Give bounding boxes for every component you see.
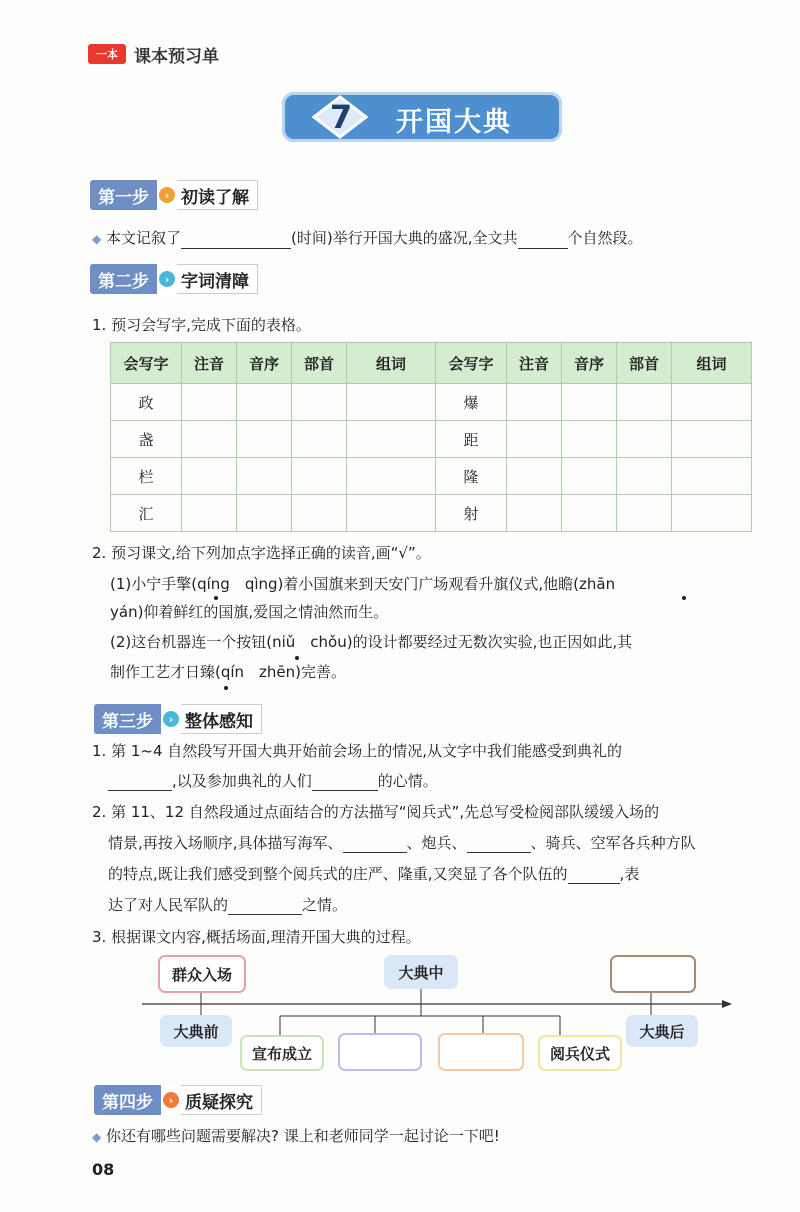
- emphasis-dot: [295, 656, 299, 660]
- chevron-right-icon: ›: [157, 264, 177, 294]
- step3-q3: 3. 根据课文内容,概括场面,理清开国大典的过程。: [92, 928, 421, 946]
- step3-q2-line1: 2. 第 11、12 自然段通过点面结合的方法描写“阅兵式”,先总写受检阅部队缓缓入场的: [92, 803, 660, 821]
- step1-label: 第一步: [90, 180, 157, 210]
- table-cell-empty[interactable]: [347, 421, 436, 458]
- step2-q2-1-line1: (1)小宁手擎(qíng qìng)着小国旗来到天安门广场观看升旗仪式,他瞻(zhān: [110, 575, 616, 593]
- table-cell-empty[interactable]: [347, 384, 436, 421]
- table-cell-empty[interactable]: [562, 495, 617, 532]
- troop-blank-1[interactable]: [343, 836, 407, 853]
- table-cell-char: 栏: [111, 458, 182, 495]
- table-cell-empty[interactable]: [182, 384, 237, 421]
- table-cell-empty[interactable]: [507, 421, 562, 458]
- emphasis-dot: [214, 596, 218, 600]
- text-span: 情景,再按入场顺序,具体描写海军、: [108, 834, 343, 852]
- sub-step-box-1: 宣布成立: [240, 1035, 324, 1071]
- table-header-cell: 音序: [562, 343, 617, 384]
- step3-q2-line4: [108, 895, 347, 915]
- text-span: 的特点,既让我们感受到整个阅兵式的庄严、隆重,又突显了各个队伍的: [108, 865, 568, 883]
- table-cell-empty[interactable]: [507, 458, 562, 495]
- feeling-blank[interactable]: [108, 774, 172, 791]
- table-cell-empty[interactable]: [672, 421, 752, 458]
- step3-q2-line3: [108, 864, 639, 884]
- table-cell-empty[interactable]: [347, 495, 436, 532]
- sub-step-answer-box-3[interactable]: [438, 1033, 524, 1071]
- table-header-cell: 音序: [237, 343, 292, 384]
- sub-step-answer-box-2[interactable]: [338, 1033, 422, 1071]
- table-cell-empty[interactable]: [507, 384, 562, 421]
- text-span: 、骑兵、空军各兵种方队: [530, 834, 696, 852]
- emotion-blank[interactable]: [228, 898, 302, 915]
- character-table: [110, 342, 752, 532]
- middle-top-box: 大典中: [384, 955, 458, 989]
- table-header-cell: 会写字: [111, 343, 182, 384]
- table-header-cell: 会写字: [436, 343, 507, 384]
- step3-q1-line2: [108, 771, 438, 791]
- step2-q2-1-line2: yán)仰着鲜红的国旗,爱国之情油然而生。: [110, 603, 389, 621]
- step2-q2-2-line2: 制作工艺才日臻(qín zhēn)完善。: [110, 663, 347, 681]
- troop-blank-2[interactable]: [467, 836, 531, 853]
- before-label-box: 大典前: [160, 1015, 232, 1047]
- book-logo-badge: 一本: [88, 44, 126, 64]
- table-header-cell: 注音: [507, 343, 562, 384]
- table-row: [111, 458, 752, 495]
- table-cell-empty[interactable]: [672, 384, 752, 421]
- table-cell-empty[interactable]: [562, 421, 617, 458]
- table-cell-empty[interactable]: [672, 495, 752, 532]
- table-cell-empty[interactable]: [237, 458, 292, 495]
- table-cell-empty[interactable]: [617, 421, 672, 458]
- step3-name: 整体感知: [181, 704, 262, 734]
- text-span: 之情。: [302, 896, 348, 914]
- emphasis-dot: [224, 686, 228, 690]
- step1-name: 初读了解: [177, 180, 258, 210]
- chevron-right-icon: ›: [161, 704, 181, 734]
- table-cell-empty[interactable]: [347, 458, 436, 495]
- diamond-bullet-icon: ◆: [92, 1130, 102, 1144]
- step3-q2-line2: [108, 833, 696, 853]
- paragraph-count-blank[interactable]: [518, 232, 568, 249]
- table-cell-empty[interactable]: [237, 495, 292, 532]
- step2-q1: 1. 预习会写字,完成下面的表格。: [92, 316, 311, 334]
- step3-q1-line1: 1. 第 1~4 自然段写开国大典开始前会场上的情况,从文字中我们能感受到典礼的: [92, 742, 623, 760]
- table-header-cell: 部首: [617, 343, 672, 384]
- table-header-cell: 组词: [672, 343, 752, 384]
- mood-blank[interactable]: [312, 774, 378, 791]
- lesson-title: 开国大典: [396, 107, 512, 138]
- sub-step-box-4: 阅兵仪式: [538, 1035, 622, 1071]
- step3-header: [94, 704, 262, 734]
- after-top-answer-box[interactable]: [610, 955, 696, 993]
- table-header-cell: 组词: [347, 343, 436, 384]
- step4-header: [94, 1085, 262, 1115]
- text-span: 的心情。: [377, 772, 438, 790]
- header-title: 课本预习单: [134, 47, 219, 67]
- table-cell-char: 政: [111, 384, 182, 421]
- step1-q-part-b: (时间)举行开国大典的盛况,全文共: [291, 229, 518, 247]
- chevron-right-icon: ›: [161, 1085, 181, 1115]
- table-cell-empty[interactable]: [182, 421, 237, 458]
- table-cell-empty[interactable]: [292, 384, 347, 421]
- before-top-box: 群众入场: [158, 955, 246, 993]
- diamond-bullet-icon: ◆: [92, 232, 102, 246]
- table-cell-empty[interactable]: [617, 458, 672, 495]
- table-cell-empty[interactable]: [292, 495, 347, 532]
- table-cell-char: 射: [436, 495, 507, 532]
- page-number: 08: [92, 1160, 115, 1179]
- table-cell-char: 距: [436, 421, 507, 458]
- table-cell-empty[interactable]: [617, 495, 672, 532]
- step2-header: [90, 264, 258, 294]
- text-span: ,表: [619, 865, 640, 883]
- text-span: 、炮兵、: [406, 834, 467, 852]
- time-blank[interactable]: [181, 232, 291, 249]
- table-cell-empty[interactable]: [237, 384, 292, 421]
- step2-q2: 2. 预习课文,给下列加点字选择正确的读音,画“√”。: [92, 544, 431, 562]
- step2-label: 第二步: [90, 264, 157, 294]
- table-row: [111, 495, 752, 532]
- table-row: [111, 421, 752, 458]
- table-header-row: [111, 343, 752, 384]
- table-header-cell: 注音: [182, 343, 237, 384]
- table-header-cell: 部首: [292, 343, 347, 384]
- table-cell-empty[interactable]: [237, 421, 292, 458]
- step1-header: [90, 180, 258, 210]
- table-cell-char: 爆: [436, 384, 507, 421]
- step4-text: 你还有哪些问题需要解决? 课上和老师同学一起讨论一下吧!: [106, 1127, 500, 1145]
- table-cell-empty[interactable]: [617, 384, 672, 421]
- lesson-number: 7: [329, 98, 353, 136]
- table-row: [111, 384, 752, 421]
- emphasis-dot: [682, 596, 686, 600]
- step4-label: 第四步: [94, 1085, 161, 1115]
- step3-label: 第三步: [94, 704, 161, 734]
- table-cell-empty[interactable]: [182, 495, 237, 532]
- table-cell-empty[interactable]: [672, 458, 752, 495]
- step4-name: 质疑探究: [181, 1085, 262, 1115]
- table-cell-char: 盏: [111, 421, 182, 458]
- table-cell-empty[interactable]: [507, 495, 562, 532]
- table-cell-char: 汇: [111, 495, 182, 532]
- table-cell-empty[interactable]: [182, 458, 237, 495]
- step2-q2-2-line1: (2)这台机器连一个按钮(niǔ chǒu)的设计都要经过无数次实验,也正因如此,其: [110, 633, 633, 651]
- text-span: ,以及参加典礼的人们: [172, 772, 312, 790]
- table-cell-char: 隆: [436, 458, 507, 495]
- after-label-box: 大典后: [626, 1015, 698, 1047]
- step1-q-part-a: 本文记叙了: [106, 229, 182, 247]
- table-cell-empty[interactable]: [562, 458, 617, 495]
- step1-q-part-c: 个自然段。: [567, 229, 643, 247]
- table-cell-empty[interactable]: [292, 458, 347, 495]
- chevron-right-icon: ›: [157, 180, 177, 210]
- table-cell-empty[interactable]: [562, 384, 617, 421]
- feature-blank[interactable]: [568, 867, 620, 884]
- step4-question: [92, 1126, 500, 1147]
- step1-question: [92, 228, 643, 249]
- text-span: 达了对人民军队的: [108, 896, 229, 914]
- step2-name: 字词清障: [177, 264, 258, 294]
- table-cell-empty[interactable]: [292, 421, 347, 458]
